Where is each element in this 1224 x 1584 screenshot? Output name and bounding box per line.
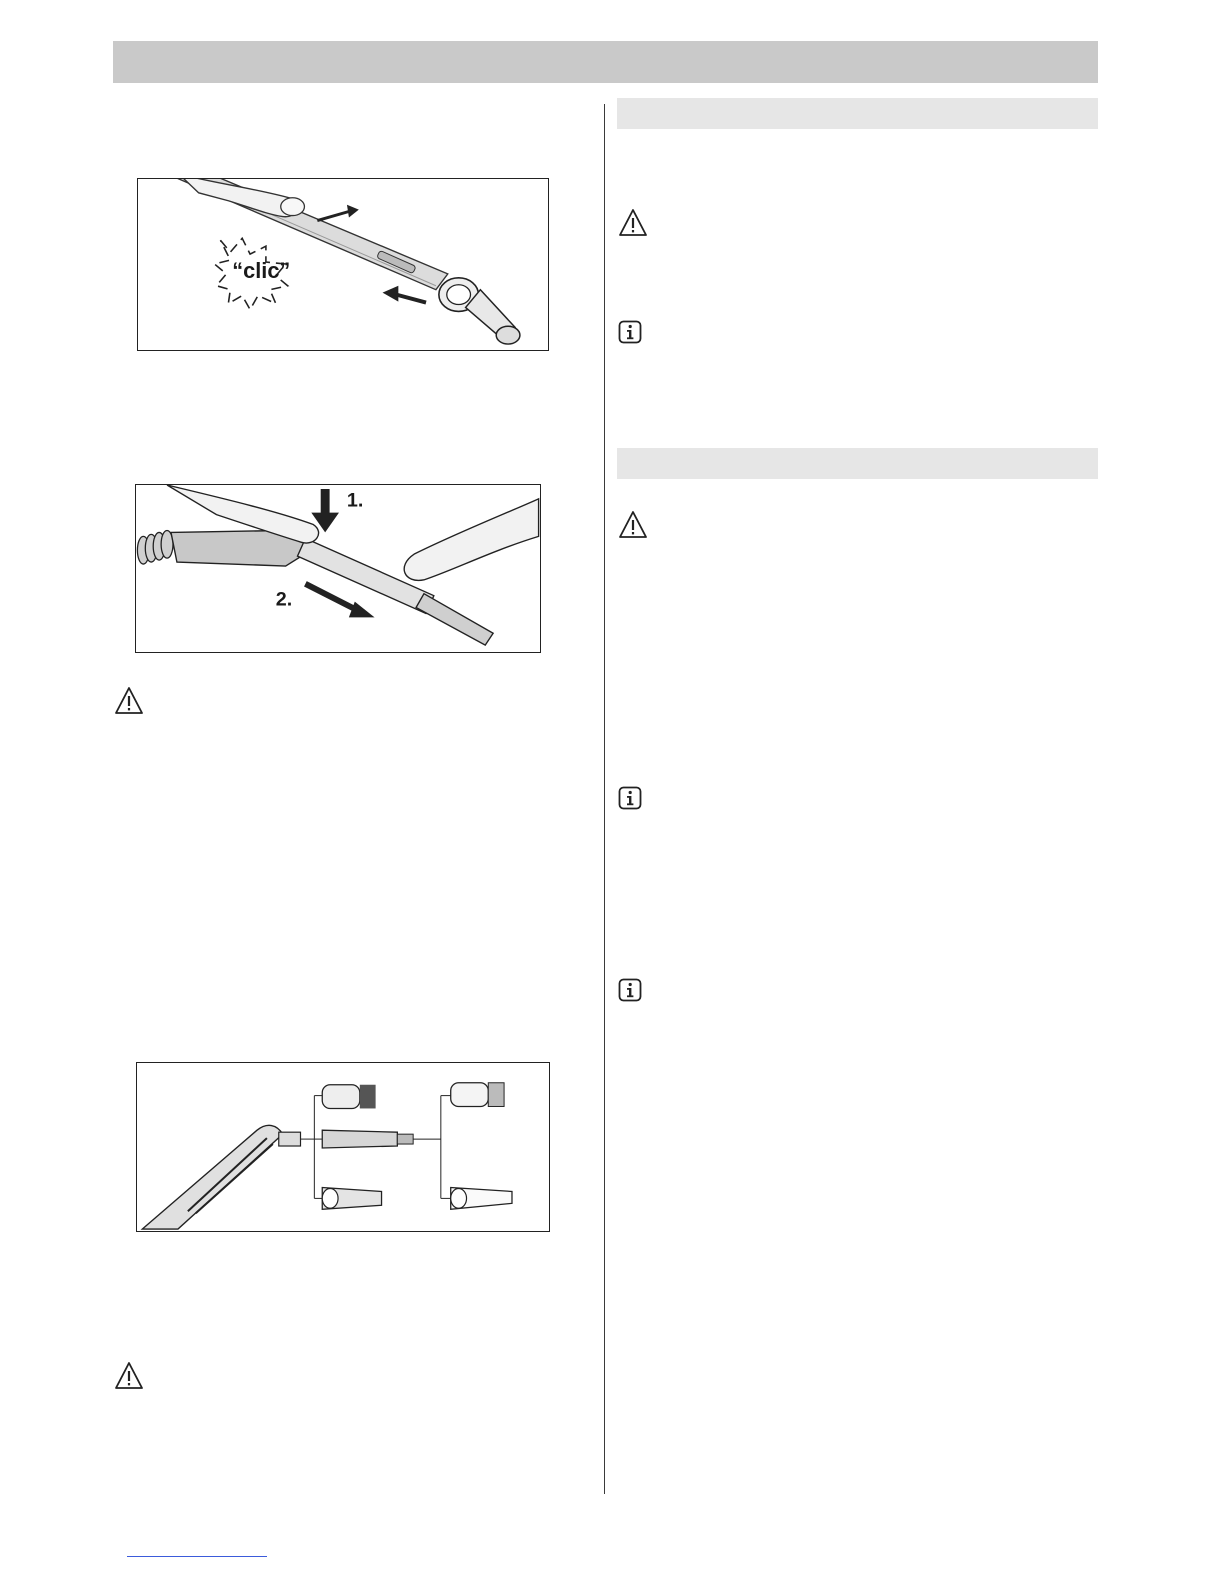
footer-link[interactable] [127, 1556, 267, 1557]
warning-triangle-icon [618, 510, 648, 540]
attach-tube-illustration [138, 179, 548, 350]
section-heading-bar-1 [617, 98, 1098, 129]
figure-detach-tube [135, 484, 541, 653]
column-divider [604, 104, 605, 1494]
step-2-label: 2. [275, 588, 293, 611]
figure-nozzles [136, 1062, 550, 1232]
detach-tube-illustration [136, 485, 540, 652]
clic-callout: “clic” [232, 257, 291, 283]
info-icon [618, 786, 642, 810]
figure-attach-tube [137, 178, 549, 351]
warning-triangle-icon [618, 208, 648, 238]
page-header-bar [113, 41, 1098, 83]
warning-triangle-icon [114, 1361, 144, 1391]
step-1-label: 1. [346, 489, 364, 512]
info-icon [618, 320, 642, 344]
section-heading-bar-2 [617, 448, 1098, 479]
nozzles-illustration [137, 1063, 549, 1231]
warning-triangle-icon [114, 686, 144, 716]
info-icon [618, 978, 642, 1002]
